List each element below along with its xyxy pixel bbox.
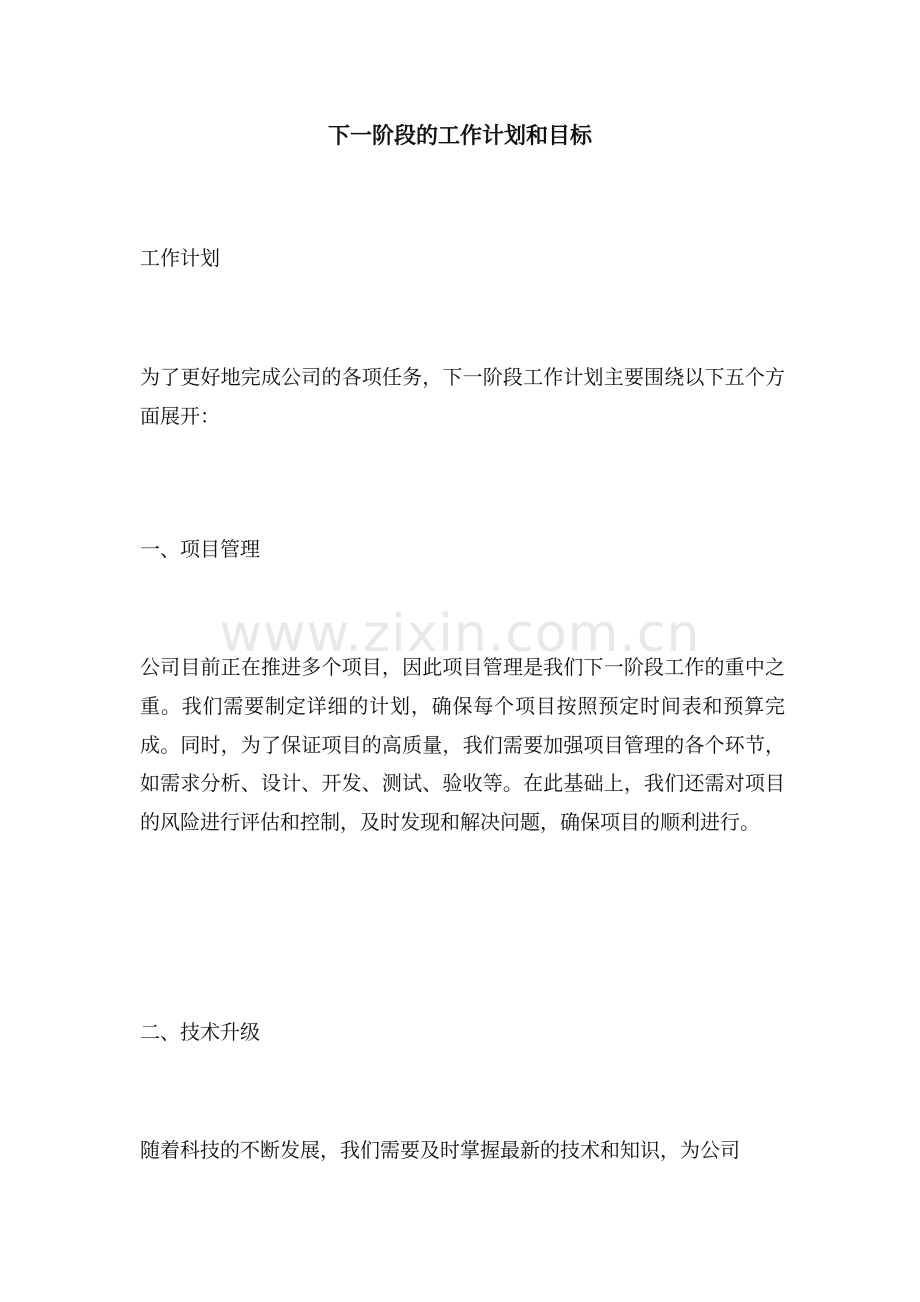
section-heading-work-plan: 工作计划 (140, 246, 220, 270)
paragraph-tech-upgrade: 随着科技的不断发展，我们需要及时掌握最新的技术和知识，为公司 (140, 1138, 740, 1162)
document-title: 下一阶段的工作计划和目标 (327, 123, 592, 149)
paragraph-project-management: 公司目前正在推进多个项目，因此项目管理是我们下一阶段工作的重中之重。我们需要制定详细的计划，确保每个项目按照预定时间表和预算完成。同时，为了保证项目的高质量，我们需要加强项目管理的各个环节，如需求分析、设计、开发、测试、验收等。在此基础上，我们还需对项目的风险进行评估和控制，及时发现和解决问题，确保项目的顺利进行。 (140, 655, 785, 835)
watermark: www.zixin.com.cn (219, 604, 701, 664)
intro-paragraph: 为了更好地完成公司的各项任务，下一阶段工作计划主要围绕以下五个方面展开： (140, 365, 785, 428)
section-heading-project-management: 一、项目管理 (140, 537, 260, 561)
section-heading-tech-upgrade: 二、技术升级 (140, 1020, 260, 1044)
